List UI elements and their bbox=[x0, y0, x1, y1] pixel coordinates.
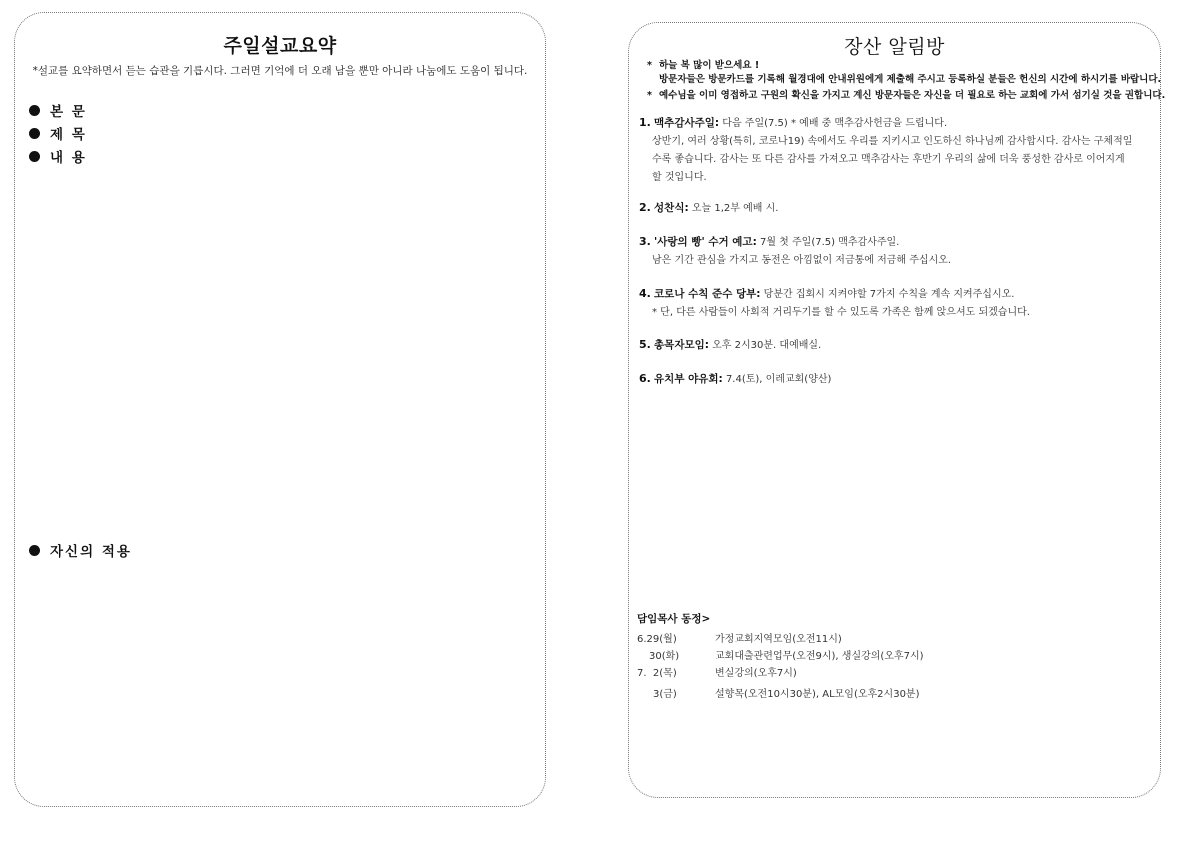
scripture-label: 본 문 bbox=[50, 104, 87, 120]
sermon-title-field bbox=[29, 123, 87, 143]
schedule-date: 30(화) bbox=[649, 651, 680, 662]
announcements-title: 장산 알림방 bbox=[844, 36, 945, 58]
content-label: 내 용 bbox=[50, 150, 87, 166]
item-number: 2. bbox=[639, 201, 651, 214]
content-field bbox=[29, 146, 87, 166]
bullet-icon bbox=[29, 105, 40, 116]
item-heading: '사랑의 빵' 수거 예고: bbox=[654, 236, 757, 248]
item-text: 오후 2시30분. 대예배실. bbox=[712, 340, 822, 351]
announcement-item bbox=[639, 199, 1154, 218]
schedule-event: 설향목(오전10시30분), AL모임(오후2시30분) bbox=[715, 689, 920, 700]
schedule-event: 가정교회지역모임(오전11시) bbox=[715, 634, 842, 645]
announcement-item bbox=[639, 370, 1154, 389]
item-detail: 수록 좋습니다. 감사는 또 다른 감사를 가져오고 맥추감사는 후반기 우리의 삶에 더욱 풍성한 감사로 이어지게 bbox=[652, 154, 1125, 165]
item-number: 3. bbox=[639, 235, 651, 248]
notice-greeting: 하늘 복 많이 받으세요 ! bbox=[659, 60, 760, 71]
bullet-icon bbox=[29, 545, 40, 556]
item-text: 7월 첫 주일(7.5) 맥추감사주일. bbox=[759, 237, 900, 248]
item-number: 4. bbox=[639, 287, 651, 300]
item-detail: 할 것입니다. bbox=[652, 172, 707, 183]
notice-block-1: * 하늘 복 많이 받으세요 ! 방문자들은 방문카드를 기록해 월경대에 안내위원에게 제출해 주시고 등록하실 분들은 헌신의 시간에 하시기를 바랍니다. bbox=[647, 60, 1162, 85]
announcement-item bbox=[639, 285, 1154, 322]
schedule-date: 7. 2(목) bbox=[637, 668, 677, 679]
item-heading: 총목자모임: bbox=[654, 339, 709, 351]
pastor-schedule bbox=[637, 611, 924, 701]
application-field bbox=[29, 540, 132, 560]
schedule-title: 담임목사 동정> bbox=[637, 613, 711, 625]
sermon-summary-note: *설교를 요약하면서 듣는 습관을 기릅시다. 그러면 기억에 더 오래 남을 뿐만 아니라 나눔에도 도움이 됩니다. bbox=[32, 65, 528, 77]
notice-believers: 예수님을 이미 영접하고 구원의 확신을 가지고 계신 방문자들은 자신을 더 필요로 하는 교회에 가서 섬기실 것을 권합니다. bbox=[659, 90, 1166, 101]
bullet-icon bbox=[29, 151, 40, 162]
item-number: 1. bbox=[639, 116, 651, 129]
notice-visitors: 방문자들은 방문카드를 기록해 월경대에 안내위원에게 제출해 주시고 등록하실 분들은 헌신의 시간에 하시기를 바랍니다. bbox=[659, 74, 1162, 85]
schedule-row bbox=[637, 684, 924, 701]
announcement-item bbox=[639, 114, 1154, 187]
item-text: 7.4(토), 이레교회(양산) bbox=[725, 374, 832, 385]
schedule-row bbox=[637, 629, 924, 646]
sermon-summary-title: 주일설교요약 bbox=[223, 35, 337, 57]
schedule-date: 3(금) bbox=[653, 689, 677, 700]
sermon-summary-panel bbox=[14, 12, 546, 807]
item-text: 다음 주일(7.5) * 예배 중 맥추감사헌금을 드립니다. bbox=[722, 118, 948, 129]
item-number: 6. bbox=[639, 372, 651, 385]
schedule-row bbox=[637, 663, 924, 680]
item-heading: 유치부 야유회: bbox=[654, 373, 723, 385]
sermon-title-label: 제 목 bbox=[50, 127, 87, 143]
item-detail: 남은 기간 관심을 가지고 동전은 아낌없이 저금통에 저금해 주십시오. bbox=[652, 255, 952, 266]
item-detail: 상반기, 여러 상황(특히, 코로나19) 속에서도 우리를 지키시고 인도하신 하나님께 감사합시다. 감사는 구체적일 bbox=[652, 136, 1133, 147]
scripture-field bbox=[29, 100, 87, 120]
item-number: 5. bbox=[639, 338, 651, 351]
notice-block-2: * 예수님을 이미 영접하고 구원의 확신을 가지고 계신 방문자들은 자신을 더 필요로 하는 교회에 가서 섬기실 것을 권합니다. bbox=[647, 90, 1166, 101]
schedule-date: 6.29(월) bbox=[637, 634, 677, 645]
item-heading: 코로나 수칙 준수 당부: bbox=[654, 288, 761, 300]
item-detail: * 단, 다른 사람들이 사회적 거리두기를 할 수 있도록 가족은 함께 앉으셔도 되겠습니다. bbox=[652, 307, 1030, 318]
announcement-item bbox=[639, 336, 1154, 355]
item-text: 당분간 집회시 지켜야할 7가지 수칙을 계속 지켜주십시오. bbox=[763, 289, 1015, 300]
bullet-icon bbox=[29, 128, 40, 139]
item-heading: 성찬식: bbox=[654, 202, 689, 214]
schedule-event: 변실강의(오후7시) bbox=[715, 668, 797, 679]
schedule-row bbox=[637, 646, 924, 663]
item-text: 오늘 1,2부 예배 시. bbox=[691, 203, 779, 214]
announcement-item bbox=[639, 233, 1154, 270]
item-heading: 맥추감사주일: bbox=[654, 117, 720, 129]
schedule-event: 교회대출관련업무(오전9시), 생실강의(오후7시) bbox=[715, 651, 924, 662]
announcements-panel bbox=[628, 22, 1166, 798]
application-label: 자신의 적용 bbox=[50, 544, 132, 560]
